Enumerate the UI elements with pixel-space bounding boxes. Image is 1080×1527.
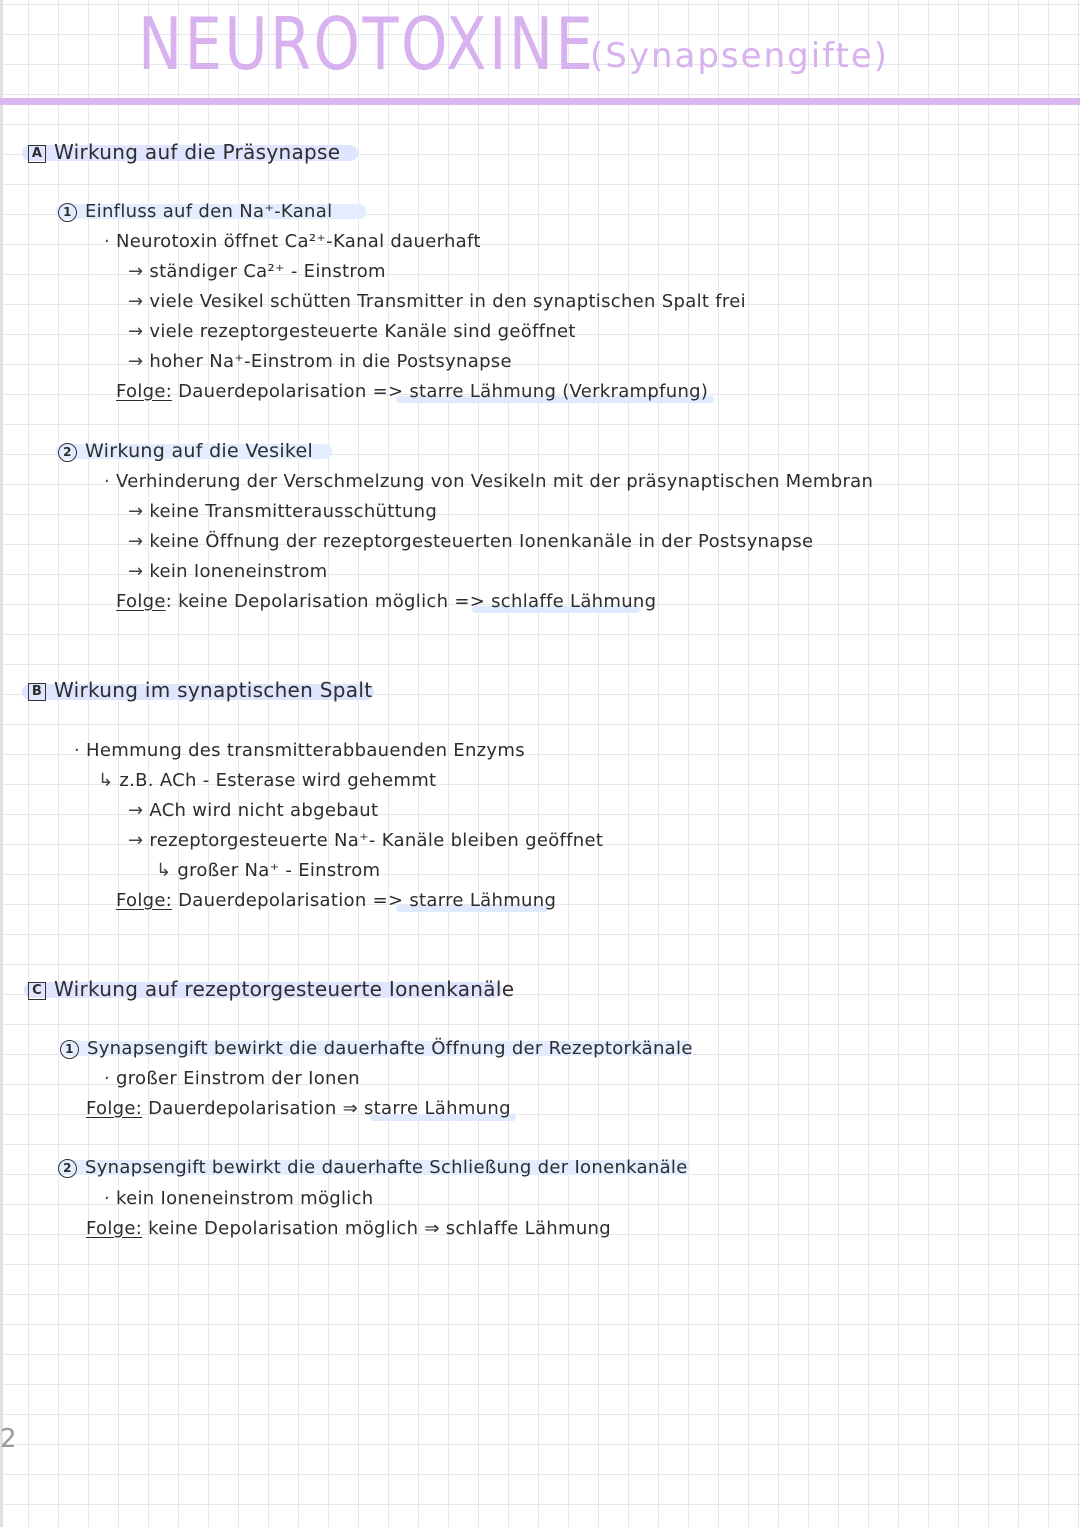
implies-icon: => [372, 381, 404, 402]
section-c1-bullet [104, 1068, 360, 1089]
bullet-icon: · [74, 740, 81, 761]
arrow-icon: → [128, 800, 144, 821]
sub-effect-text: großer Na⁺ - Einstrom [177, 860, 381, 881]
folge-text: : keine Depolarisation möglich [165, 591, 449, 612]
arrow-icon: → [128, 321, 144, 342]
arrow-icon: → [128, 830, 144, 851]
folge-result: starre Lähmung (Verkrampfung) [409, 381, 709, 402]
folge-result: schlaffe Lähmung [491, 591, 657, 612]
section-b-folge [116, 890, 556, 911]
folge-label: Folge: [86, 1098, 143, 1119]
folge-label: Folge: [116, 890, 173, 911]
section-c-marker: C [28, 982, 46, 1000]
bullet-text: Hemmung des transmitterabbauenden Enzyms [86, 740, 525, 761]
section-a1-heading [58, 201, 332, 222]
section-a2-heading [58, 440, 313, 462]
bullet-icon: · [104, 471, 111, 492]
arrow-text: keine Transmitterausschüttung [149, 501, 438, 522]
arrow-icon: → [128, 501, 144, 522]
section-c-title: Wirkung auf rezeptorgesteuerte Ionenkanäle [54, 977, 515, 1001]
folge-result: starre Lähmung [364, 1098, 511, 1119]
implies-arrow-icon: ⇒ [342, 1098, 358, 1119]
implies-icon: => [372, 890, 404, 911]
section-c1-title: Synapsengift bewirkt die dauerhafte Öffnung der Rezeptorkänale [87, 1038, 693, 1059]
folge-label: Folge: [86, 1218, 143, 1239]
bullet-text: Verhinderung der Verschmelzung von Vesikeln mit der präsynaptischen Membran [116, 471, 874, 492]
arrow-text: keine Öffnung der rezeptorgesteuerten Ionenkanäle in der Postsynapse [149, 531, 814, 552]
sub-arrow-icon: ↳ [156, 860, 172, 881]
bullet-icon: · [104, 1068, 111, 1089]
section-a-marker: A [28, 145, 46, 163]
arrow-text: viele rezeptorgesteuerte Kanäle sind geöffnet [149, 321, 576, 342]
section-a2-bullet [104, 471, 873, 492]
arrow-text: hoher Na⁺-Einstrom in die Postsynapse [149, 351, 512, 372]
list-item [128, 531, 813, 552]
section-c2-folge [86, 1218, 611, 1239]
list-item [128, 561, 327, 582]
folge-text: Dauerdepolarisation [178, 381, 367, 402]
arrow-text: viele Vesikel schütten Transmitter in den synaptischen Spalt frei [149, 291, 746, 312]
section-c2-bullet [104, 1188, 374, 1209]
section-a1-folge [116, 381, 708, 402]
section-a2-title: Wirkung auf die Vesikel [85, 440, 314, 462]
section-a-title: Wirkung auf die Präsynapse [54, 140, 341, 164]
example-text: z.B. ACh - Esterase wird gehemmt [119, 770, 437, 791]
bullet-icon: · [104, 1188, 111, 1209]
section-b-example [98, 770, 436, 791]
page-subtitle: (Synapsengifte) [590, 36, 890, 76]
list-item [128, 291, 746, 312]
arrow-text: ACh wird nicht abgebaut [149, 800, 379, 821]
sub-arrow-icon: ↳ [98, 770, 114, 791]
section-c1-folge [86, 1098, 511, 1119]
arrow-icon: → [128, 561, 144, 582]
folge-label: Folge [116, 591, 166, 612]
bullet-text: Neurotoxin öffnet Ca²⁺-Kanal dauerhaft [116, 231, 481, 252]
page-title: NEUROTOXINE [138, 2, 596, 86]
section-b-heading [28, 678, 372, 702]
implies-arrow-icon: ⇒ [424, 1218, 440, 1239]
list-item [128, 321, 576, 342]
section-b-marker: B [28, 683, 46, 701]
list-item [128, 501, 437, 522]
section-c2-title: Synapsengift bewirkt die dauerhafte Schließung der Ionenkanäle [85, 1157, 688, 1178]
section-c2-heading [58, 1157, 688, 1178]
list-item [156, 860, 380, 881]
arrow-icon: → [128, 261, 144, 282]
title-underline [0, 98, 1080, 105]
arrow-text: kein Ioneneinstrom [149, 561, 328, 582]
folge-text: keine Depolarisation möglich [148, 1218, 419, 1239]
section-c1-marker: 1 [60, 1040, 79, 1059]
arrow-icon: → [128, 531, 144, 552]
arrow-icon: → [128, 291, 144, 312]
folge-text: Dauerdepolarisation [148, 1098, 337, 1119]
section-a2-marker: 2 [58, 443, 77, 462]
section-a1-title: Einfluss auf den Na⁺-Kanal [85, 201, 333, 222]
list-item [128, 830, 603, 851]
section-a1-marker: 1 [58, 203, 77, 222]
bullet-text: kein Ioneneinstrom möglich [116, 1188, 374, 1209]
list-item [128, 351, 512, 372]
section-c2-marker: 2 [58, 1159, 77, 1178]
page-number: 2 [0, 1424, 17, 1454]
page-left-edge [0, 0, 3, 1527]
section-a-heading [28, 140, 340, 164]
section-a1-bullet [104, 231, 481, 252]
implies-icon: => [454, 591, 486, 612]
section-c1-heading [60, 1038, 693, 1059]
list-item [128, 800, 378, 821]
bullet-text: großer Einstrom der Ionen [116, 1068, 360, 1089]
section-a2-folge [116, 591, 656, 612]
arrow-text: rezeptorgesteuerte Na⁺- Kanäle bleiben geöffnet [149, 830, 604, 851]
section-c-heading [28, 977, 514, 1001]
folge-text: Dauerdepolarisation [178, 890, 367, 911]
section-b-title: Wirkung im synaptischen Spalt [54, 678, 373, 702]
bullet-icon: · [104, 231, 111, 252]
section-b-bullet [74, 740, 525, 761]
list-item [128, 261, 386, 282]
folge-result: schlaffe Lähmung [445, 1218, 611, 1239]
arrow-text: ständiger Ca²⁺ - Einstrom [149, 261, 386, 282]
arrow-icon: → [128, 351, 144, 372]
folge-result: starre Lähmung [409, 890, 557, 911]
folge-label: Folge: [116, 381, 173, 402]
